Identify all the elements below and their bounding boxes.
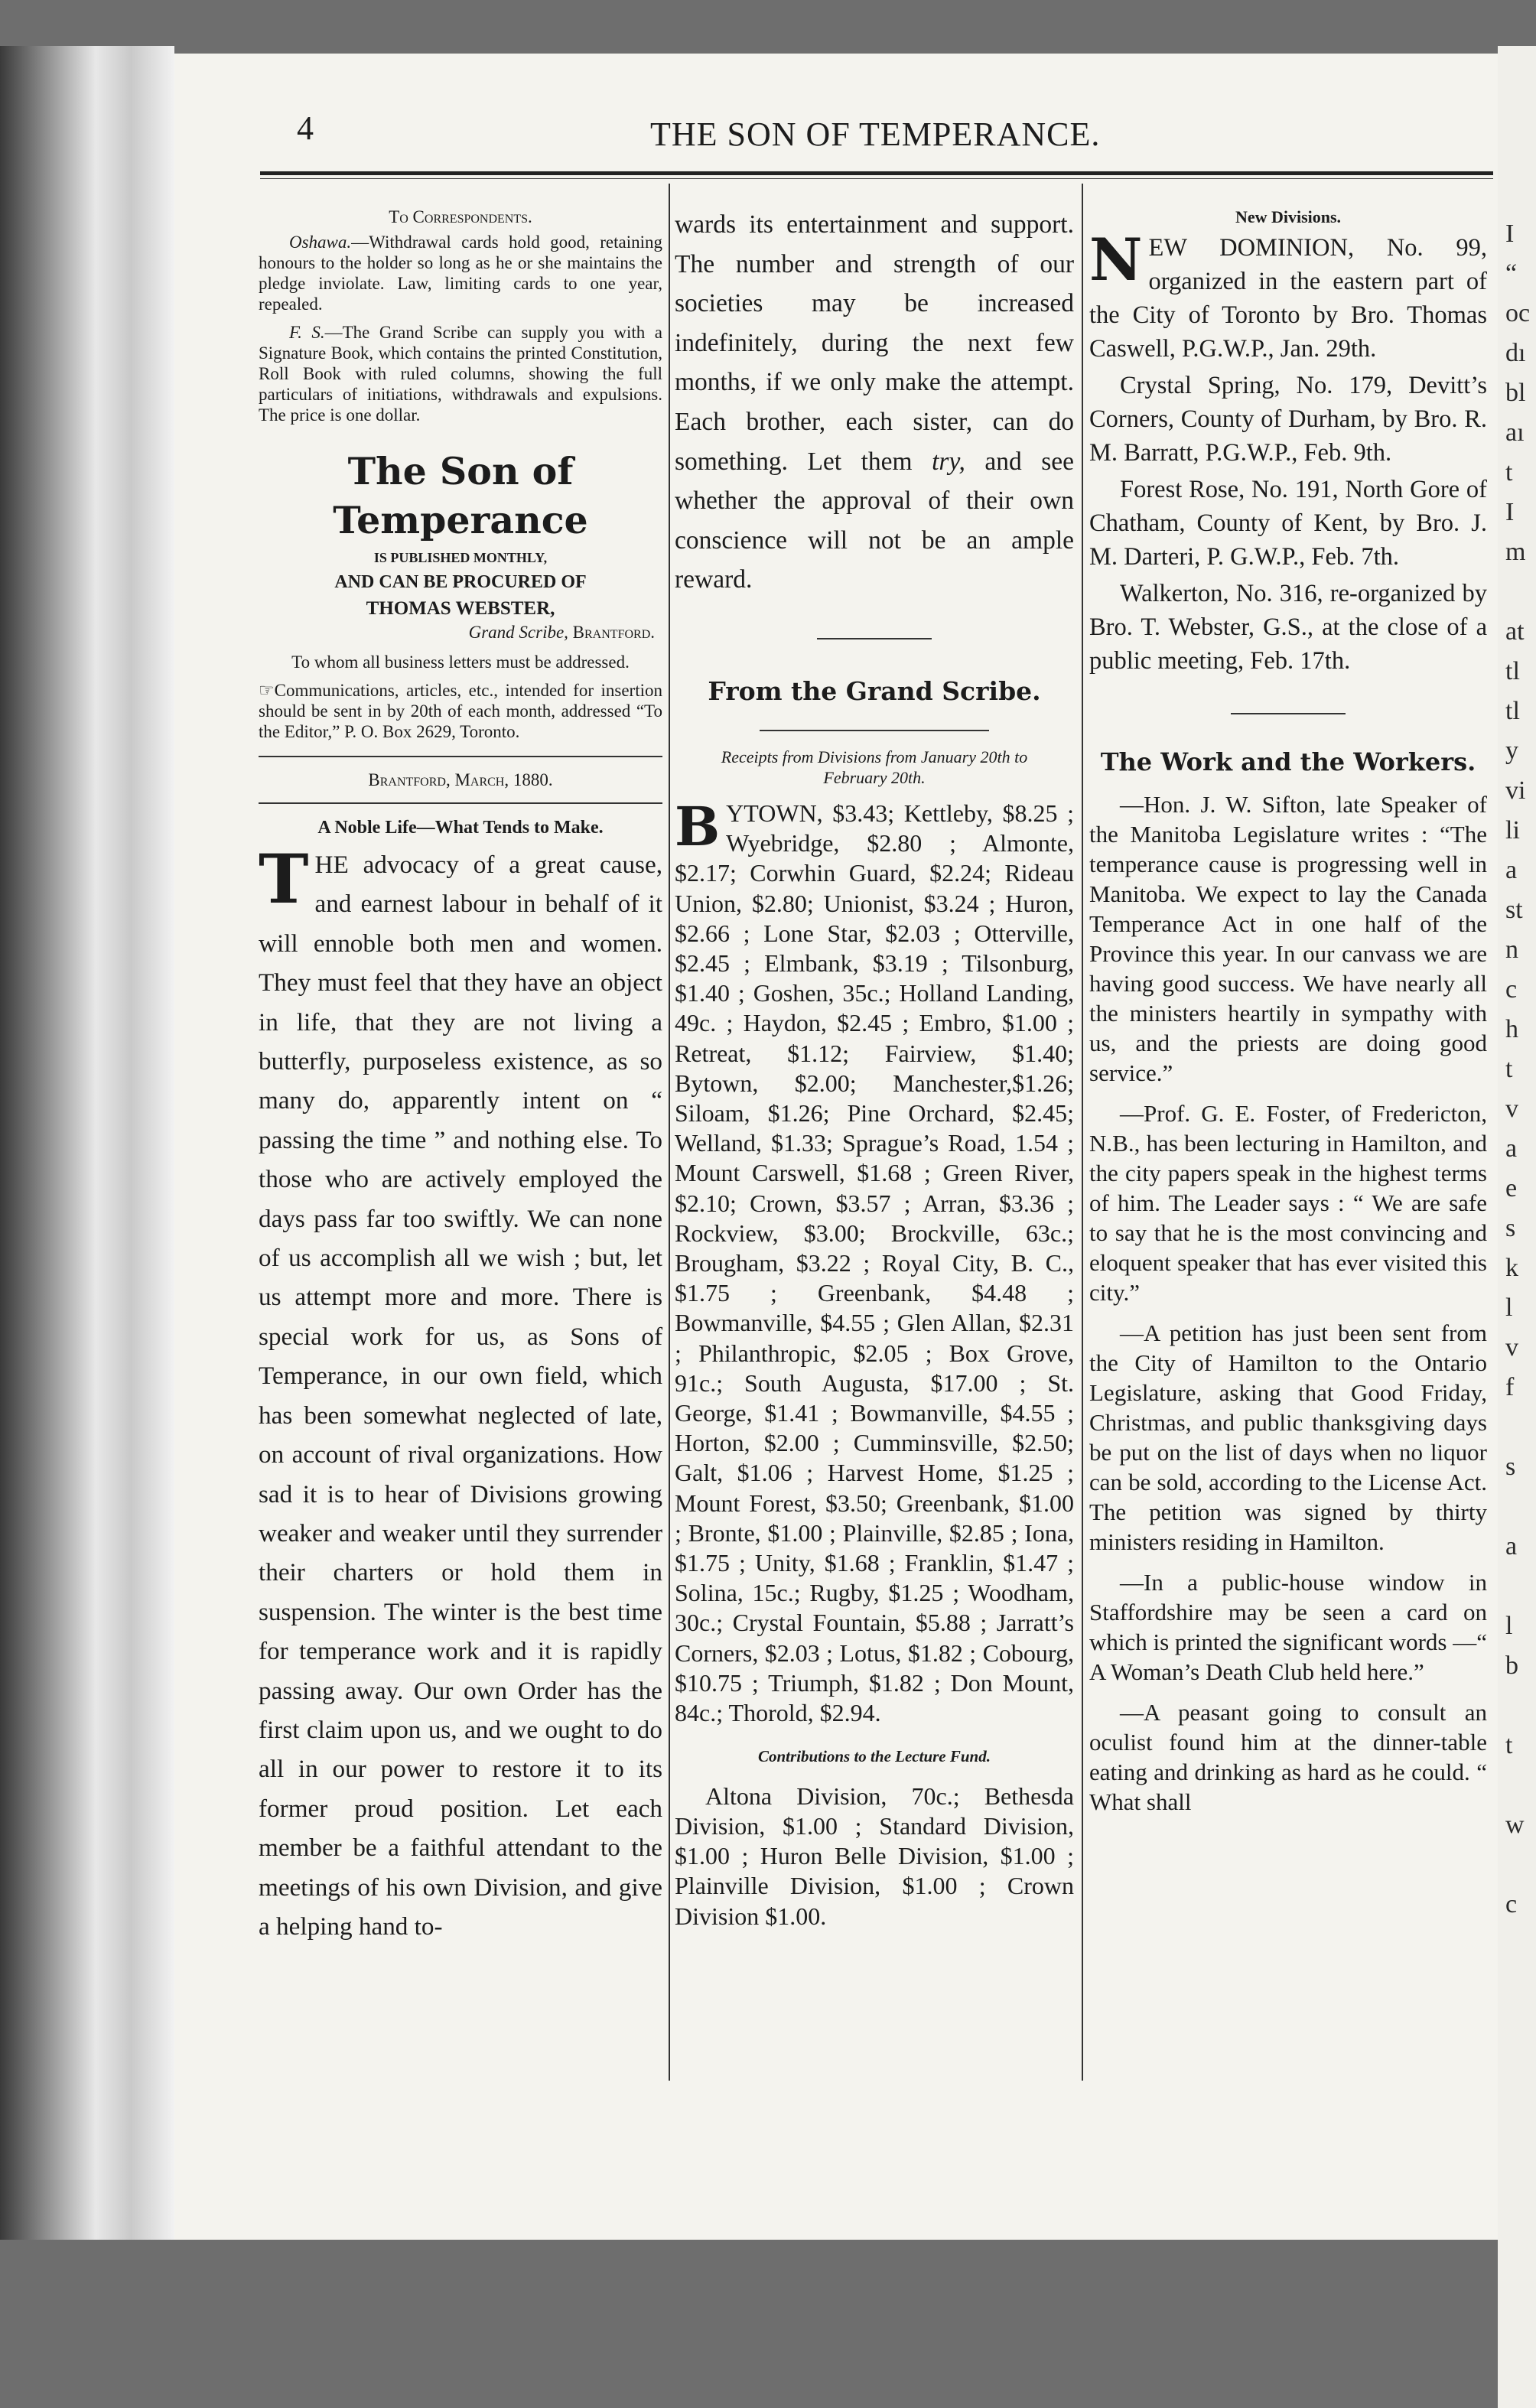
receipts-subhead: Receipts from Divisions from January 20th to February 20th. <box>721 747 1028 787</box>
facing-page-fragment: s <box>1505 1214 1516 1242</box>
oshawa-text: —Withdrawal cards hold good, retaining honours to the holder so long as he or she maintains the pledge inviolate. Law, limiting cards to one year, repealed. <box>259 233 662 314</box>
facing-page-fragment: a <box>1505 856 1518 884</box>
article-title: A Noble Life—What Tends to Make. <box>317 818 604 838</box>
article-continuation <box>675 205 1074 600</box>
publisher-name: THOMAS WEBSTER, <box>366 598 555 619</box>
workers-list <box>1089 789 1487 1817</box>
published-line: IS PUBLISHED MONTHLY, <box>373 550 548 565</box>
facing-page-fragment: c <box>1505 1890 1518 1918</box>
workers-item: —Hon. J. W. Sifton, late Speaker of the Manitoba Legislature writes : “The temperance cause is progressing well in Manitoba. We expect to lay the Canada Temperance Act in one half of the Province this year. In our canvass we are having good success. We have nearly all the ministers heartily in sympathy with us, and the priests are doing good service.” <box>1089 791 1487 1086</box>
heading-rule <box>760 730 989 731</box>
procured-line: AND CAN BE PROCURED OF <box>334 572 587 592</box>
facing-page-fragment <box>1498 1845 1536 1885</box>
facing-page-fragment: b <box>1505 1651 1518 1680</box>
facing-page-fragment <box>1498 1567 1536 1606</box>
facing-page-fragment: t <box>1505 1055 1513 1083</box>
facing-page-fragment: a <box>1505 1134 1518 1163</box>
new-divisions-list <box>1089 369 1487 678</box>
new-divisions-heading: New Divisions. <box>1235 207 1342 226</box>
new-division-item: Walkerton, No. 316, re-organized by Bro. T. Webster, G.S., at the close of a public meeting, Feb. 17th. <box>1089 580 1487 675</box>
facing-page-fragment: m <box>1505 538 1526 566</box>
section-rule-2 <box>259 802 662 804</box>
masthead: The Son of Temperance <box>333 449 588 542</box>
new-division-first <box>1089 226 1487 366</box>
oshawa-note <box>259 232 662 314</box>
communications-text: Communications, articles, etc., intended for insertion should be sent in by 20th of each month, addressed “To the Editor,” P. O. Box 2629, Toronto. <box>259 681 662 741</box>
fs-label: F. S. <box>289 323 325 342</box>
continuation-text-a: wards its entertainment and support. The number and strength of our societies may be increased indefinitely, during the next few months, if we only make the attempt. Each brother, each sister, can do something. Let them <box>675 210 1074 476</box>
fs-note <box>259 322 662 425</box>
facing-page-fragment <box>1498 572 1536 612</box>
facing-page-fragment: t <box>1505 458 1513 486</box>
correspondents-heading: To Correspondents. <box>389 207 532 226</box>
publisher-title <box>259 622 662 643</box>
facing-page-fragment: v <box>1505 1095 1518 1123</box>
facing-page-fragment: c <box>1505 975 1518 1004</box>
short-rule-2 <box>1231 713 1346 714</box>
receipts-body <box>675 794 1074 1728</box>
facing-page-fragment: k <box>1505 1254 1518 1282</box>
facing-page-fragment <box>1498 1487 1536 1527</box>
column-divider-1 <box>669 184 670 2081</box>
facing-page-fragment: I <box>1505 498 1515 526</box>
workers-item: —A peasant going to consult an oculist found him at the dinner-table eating and drinking as hard as he could. “ What shall <box>1089 1699 1487 1815</box>
facing-page-fragment: “ <box>1505 259 1518 288</box>
running-header: THE SON OF TEMPERANCE. <box>650 116 1101 153</box>
facing-page-fragment: tl <box>1505 697 1520 725</box>
article-body <box>259 839 662 1946</box>
publisher-title-italic: Grand Scribe, <box>468 623 568 642</box>
workers-heading: The Work and the Workers. <box>1100 747 1476 776</box>
facing-page-fragment: l <box>1505 1293 1513 1322</box>
facing-page-fragment: n <box>1505 936 1518 964</box>
facing-page-fragment: dı <box>1505 339 1526 367</box>
facing-page-fragment: v <box>1505 1333 1518 1362</box>
continuation-text-b: and see whether the approval of their own conscience will not be an ample reward. <box>675 447 1075 594</box>
facing-page-fragment: t <box>1505 1731 1513 1759</box>
grand-scribe-heading: From the Grand Scribe. <box>708 675 1041 706</box>
oshawa-label: Oshawa. <box>289 233 352 252</box>
fs-text: —The Grand Scribe can supply you with a Signature Book, which contains the printed Constitution, Roll Book with ruled columns, showing the full particulars of initiations, withdrawals and expulsions. The price is one dollar. <box>259 323 662 425</box>
dateline: Brantford, March, 1880. <box>368 770 553 789</box>
lecture-body: Altona Division, 70c.; Bethesda Division, $1.00 ; Standard Division, $1.00 ; Huron Belle Division, $1.00 ; Plainville Division, $1.00 ; Crown Division $1.00. <box>675 1782 1074 1930</box>
facing-page-fragment <box>1498 1686 1536 1726</box>
lecture-subhead: Contributions to the Lecture Fund. <box>758 1747 991 1766</box>
facing-page-fragment: h <box>1505 1015 1518 1043</box>
header-rule-thin <box>260 178 1493 179</box>
facing-page-fragment: y <box>1505 737 1518 765</box>
workers-item: —A petition has just been sent from the City of Hamilton to the Ontario Legislature, asking that Good Friday, Christmas, and public thanksgiving days be put on the list of days when no liquor can be sold, according to the License Act. The petition was signed by thirty ministers residing in Hamilton. <box>1089 1320 1487 1555</box>
workers-item: —Prof. G. E. Foster, of Fredericton, N.B., has been lecturing in Hamilton, and the city papers speak in the highest terms of him. The Leader says : “ We are safe to say that he is the most convincing and eloquent speaker that has ever visited this city.” <box>1089 1100 1487 1306</box>
facing-page-fragment: l <box>1505 1612 1513 1640</box>
facing-page-fragment <box>1498 1407 1536 1447</box>
receipts-dropcap: B <box>675 794 721 858</box>
workers-item: —In a public-house window in Staffordshire may be seen a card on which is printed the significant words —“ A Woman’s Death Club held here.” <box>1089 1569 1488 1685</box>
short-rule <box>817 638 932 639</box>
facing-page-fragment: a <box>1505 1532 1518 1560</box>
facing-page-edge <box>1498 46 1536 2408</box>
column-2 <box>675 205 1074 1931</box>
column-1 <box>259 207 662 1946</box>
business-line: To whom all business letters must be addressed. <box>291 652 630 672</box>
continuation-try: try, <box>932 447 965 476</box>
facing-page-fragment: e <box>1505 1174 1518 1202</box>
facing-page-fragment: I <box>1505 220 1515 248</box>
facing-page-fragment: tl <box>1505 657 1520 685</box>
facing-page-fragment <box>1498 1765 1536 1805</box>
receipts-text: YTOWN, $3.43; Kettleby, $8.25 ; Wyebridge, $2.80 ; Almonte, $2.17; Corwhin Guard, $2.24; Rideau Union, $2.80; Unionist, $3.24 ; Huron, $2.66 ; Lone Star, $2.03 ; Otterville, $2.45 ; Elmbank, $3.19 ; Tilsonburg, $1.40 ; Goshen, 35c.; Holland Landing, 49c. ; Haydon, $2.45 ; Embro, $1.00 ; Retreat, $1.12; Fairview, $1.40; Bytown, $2.00; Manchester,$1.26; Siloam, $1.26; Pine Orchard, $2.45; Welland, $1.33; Sprague’s Road, 1.54 ; Mount Carswell, $1.68 ; Green River, $2.10; Crown, $3.57 ; Arran, $3.36 ; Rockview, $3.00; Brockville, 63c.; Brougham, $3.22 ; Royal City, B. C., $1.75 ; Greenbank, $4.48 ; Bowmanville, $4.55 ; Glen Allan, $2.31 ; Philanthropic, $2.05 ; Box Grove, 91c.; South Augusta, $17.00 ; St. George, $1.41 ; Bowmanville, $4.55 ; Horton, $2.00 ; Cumminsville, $2.50; Galt, $1.06 ; Harvest Home, $1.25 ; Mount Forest, $3.50; Greenbank, $1.00 ; Bronte, $1.00 ; Plainville, $2.85 ; Iona, $1.75 ; Unity, $1.68 ; Franklin, $1.47 ; Solina, 15c.; Rugby, $1.25 ; Woodham, 30c.; Crystal Fountain, $5.88 ; Jarratt’s Corners, $2.03 ; Lotus, $1.82 ; Cobourg, $10.75 ; Triumph, $1.82 ; Don Mount, 84c.; Thorold, $2.94. <box>675 799 1074 1727</box>
pointing-hand-icon: ☞ <box>259 681 275 700</box>
column-3 <box>1089 207 1487 1817</box>
article-text: HE advocacy of a great cause, and earnest labour in behalf of it will ennoble both men and women. They must feel that they have an object in life, that they are not living a butterfly, purposeless existence, as so many do, apparently intent on “ passing the time ” and nothing else. To those who are actively employed the days pass far too swiftly. We can none of us accomplish all we wish ; but, let us attempt more and more. There is special work for us, as Sons of Temperance, in our own field, which has been somewhat neglected of late, on account of rival organizations. How sad it is to hear of Divisions growing weaker and weaker until they surrender their charters or hold them in suspension. The winter is the best time for temperance work and it is rapidly passing away. Our own Order has the first claim upon us, and we ought to do all in our power to restore it to its former proud position. Let each member be a faithful attendant to the meetings of his own Division, and give a helping hand to- <box>259 851 662 1941</box>
facing-page-fragment: vi <box>1505 776 1526 805</box>
facing-page-fragment: aı <box>1505 418 1525 447</box>
header-rule <box>260 171 1493 175</box>
book-binding <box>0 46 174 2240</box>
column-divider-2 <box>1082 184 1083 2081</box>
new-division-first-text: EW DOMINION, No. 99, organized in the eastern part of the City of Toronto by Bro. Thomas Caswell, P.G.W.P., Jan. 29th. <box>1089 234 1487 363</box>
section-rule <box>259 756 662 757</box>
publisher-town: Brantford. <box>572 623 655 642</box>
facing-page-fragment: li <box>1505 816 1520 844</box>
facing-page-fragment: st <box>1505 896 1523 924</box>
article-dropcap: T <box>259 839 309 919</box>
new-division-item: Crystal Spring, No. 179, Devitt’s Corners, County of Durham, by Bro. R. M. Barratt, P.G.W.P., Feb. 9th. <box>1089 372 1487 467</box>
facing-page-fragment: w <box>1505 1811 1525 1839</box>
facing-page-fragment: bl <box>1505 379 1526 407</box>
facing-page-fragment: f <box>1505 1373 1515 1401</box>
facing-page-fragment: oc <box>1505 299 1531 327</box>
page-number: 4 <box>297 109 314 147</box>
facing-page-fragment: at <box>1505 617 1525 646</box>
facing-page-fragment: s <box>1505 1453 1516 1481</box>
new-division-item: Forest Rose, No. 191, North Gore of Chatham, County of Kent, by Bro. J. M. Darteri, P. G.W.P., Feb. 7th. <box>1089 476 1487 571</box>
communications-note <box>259 680 662 742</box>
new-divisions-dropcap: N <box>1089 226 1143 294</box>
